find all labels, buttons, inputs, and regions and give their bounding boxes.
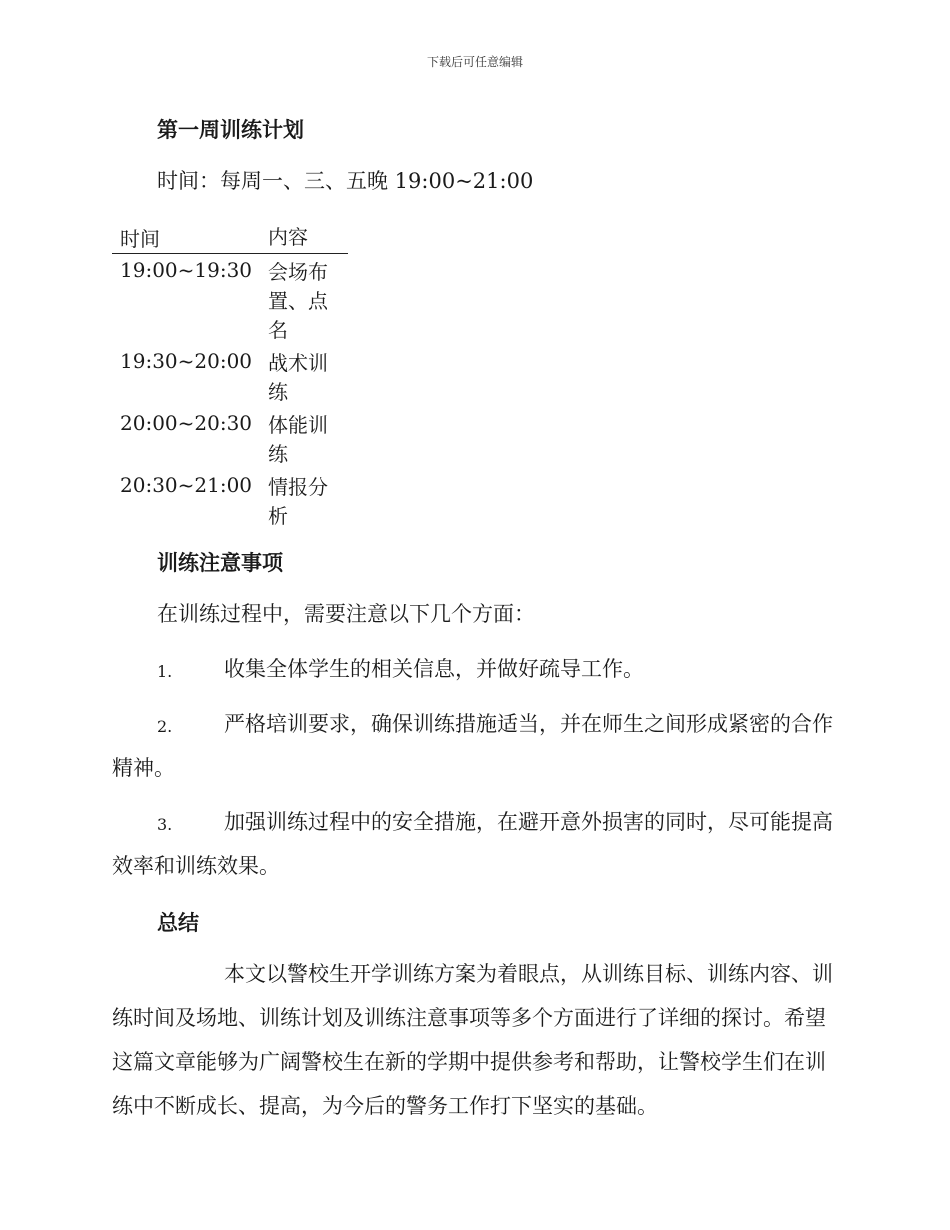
table-row bbox=[112, 469, 348, 531]
table-cell-time: 20:30~21:00 bbox=[120, 473, 253, 497]
section-title-training-notes: 训练注意事项 bbox=[157, 551, 283, 575]
table-header-row bbox=[112, 223, 348, 254]
list-item-text: 加强训练过程中的安全措施，在避开意外损害的同时，尽可能提高效率和训练效果。 bbox=[112, 810, 833, 878]
list-item-text: 严格培训要求，确保训练措施适当，并在师生之间形成紧密的合作精神。 bbox=[112, 712, 833, 780]
table-row bbox=[112, 407, 348, 469]
list-item-number: 1. bbox=[157, 662, 173, 681]
table-cell-time: 20:00~20:30 bbox=[120, 411, 253, 435]
table-cell-time: 19:30~20:00 bbox=[120, 349, 253, 373]
table-row bbox=[112, 254, 348, 346]
list-item-number: 3. bbox=[157, 815, 173, 834]
schedule-time-line: 时间：每周一、三、五晚 19:00~21:00 bbox=[157, 169, 534, 193]
table-cell-content: 情报分析 bbox=[268, 475, 329, 528]
table-cell-content: 会场布置、点名 bbox=[268, 260, 329, 342]
table-cell-content: 体能训练 bbox=[268, 413, 329, 466]
notes-intro: 在训练过程中，需要注意以下几个方面： bbox=[157, 602, 535, 626]
section-title-week1-plan: 第一周训练计划 bbox=[157, 118, 304, 142]
page-header: 下载后可任意编辑 bbox=[426, 55, 523, 69]
table-cell-content: 战术训练 bbox=[268, 351, 329, 404]
summary-paragraph: 本文以警校生开学训练方案为着眼点，从训练目标、训练内容、训练时间及场地、训练计划及训练注意事项等多个方面进行了详细的探讨。希望这篇文章能够为广阔警校生在新的学期中提供参考和帮助，让警校学生们在训练中不断成长、提高，为今后的警务工作打下坚实的基础。 bbox=[112, 962, 833, 1118]
list-item-number: 2. bbox=[157, 717, 173, 736]
section-title-summary: 总结 bbox=[157, 911, 199, 935]
table-cell-time: 19:00~19:30 bbox=[120, 258, 253, 282]
schedule-table bbox=[112, 223, 348, 531]
column-header-time: 时间 bbox=[112, 223, 260, 254]
column-header-content: 内容 bbox=[260, 223, 348, 254]
table-row bbox=[112, 345, 348, 407]
list-item-text: 收集全体学生的相关信息，并做好疏导工作。 bbox=[224, 657, 644, 681]
